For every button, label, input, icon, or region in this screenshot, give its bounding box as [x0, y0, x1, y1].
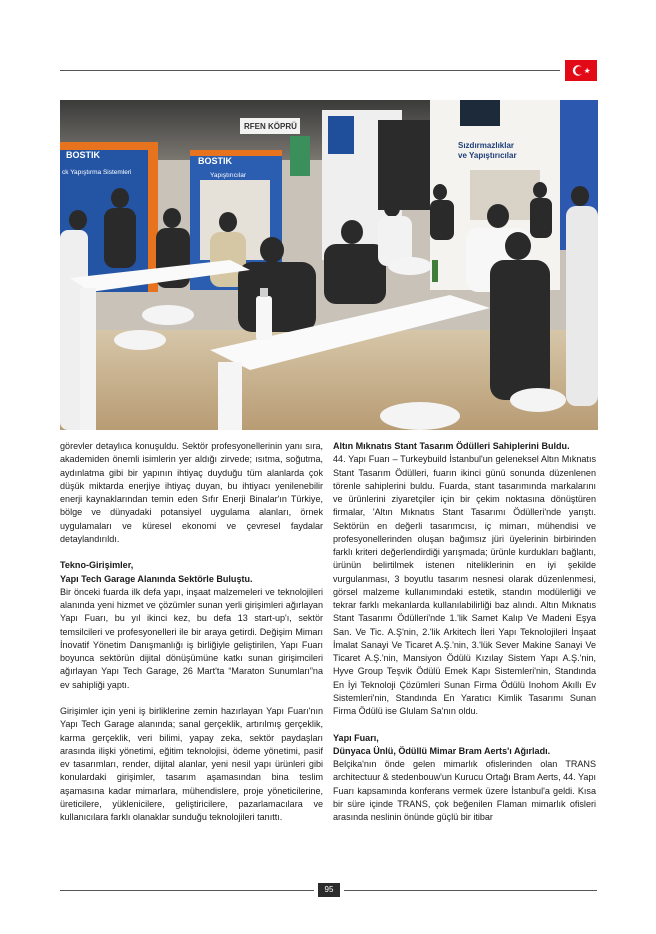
left-column — [60, 440, 323, 824]
bostik-logo-mid: BOSTIK — [198, 156, 233, 166]
right-heading-2-line2: Dünyaca Ünlü, Ödüllü Mimar Bram Aerts'ı Ağırladı. — [333, 745, 551, 756]
exhibition-photo-illustration — [60, 100, 598, 430]
sign-mid-sub: Yapıştırıcılar — [210, 172, 247, 179]
left-paragraph-2: Bir önceki fuarda ilk defa yapı, inşaat malzemeleri ve teknolojileri alanında yeni hizmet ve çözümler sunan yerli girişimleri ağırlayan Yapı Fuarı, bu yıl ikinci kez, bu defa 13 start-up'ı, sektör temsilcileri ve profesyonelleri ile bir araya getirdi. Değişim Mimarı İnovatif Yönetim Danışmanlığı iş birliğiyle geliştirilen, Yapı Fuarı boyunca sektörün dijital dönüşümüne katkı sunan girişimcileri ağırlayan Yapı Tech Garage, 26 Mart'ta “Maraton Sunumları”na ev sahipliği yaptı. — [60, 586, 323, 690]
exhibition-photo — [60, 100, 598, 430]
sign-left-sub: ck Yapıştırma Sistemleri — [62, 169, 132, 176]
sign-right-line2: ve Yapıştırıcılar — [458, 151, 517, 160]
page-number: 95 — [318, 883, 340, 897]
footer-rule-right — [344, 890, 597, 891]
right-paragraph-2: Belçika'nın önde gelen mimarlık ofislerinden olan TRANS architectuur & stedenbouw'un Kurucu Ortağı Bram Aerts, 44. Yapı Fuarı kapsamında konferans vermek üzere İstanbul'a geldi. Kısa bir süre içinde TRANS, çok beğenilen Flaman mimarlık ofisleri arasında neslinin önünde güçlü bir itibar — [333, 759, 596, 822]
turkey-flag-icon — [565, 60, 597, 81]
right-paragraph-1: 44. Yapı Fuarı – Turkeybuild İstanbul'un geleneksel Altın Mıknatıs Stant Tasarım Ödülleri, fuarın ikinci günü sonunda düzenlenen törenle sahiplerini buldu. Fuarda, stant tasarımında markalarını ve ürünlerini ziyaretçiler için bir çekim noktasına dönüştüren firmalar, 'Altın Mıknatıs Stant Tasarımı Ödülleri'nde yarıştı. Sektörün en değerli tasarımcısı, iç mimarı, mühendisi ve profesyonellerinden oluşan bağımsız jüri üyelerinin birbirinden farklı kriteri değerlendirdiği yarışmada; ürünle kurdukları bağlantı, ürünün belirtilmek istenen niteliklerinin en iyi şekilde vurgulanması, 3 boyutlu tasarım nesnesi olarak düzenlenmesi, görsel malzeme kullanımındaki estetik, standın modülerliği ve tekrar farklı mekanlarda kullanılabilirliği baz alındı. Altın Mıknatıs Stant Tasarımı Ödülleri'nde 1.'lik Samet Kalıp Ve Madeni Eşya San. Ve Tic. A.Ş'nin, 2.'lik Arkitech İleri Yapı Teknolojileri İnşaat İmalat Sanayi Ve Ticaret A.Ş.'nin, 3.'lük Sever Makine Sanayi Ve Ticaret A.Ş.'nin, Mansiyon Ödülü Kızılay Sistem Yapı A.Ş.'nin, Hyve Group Teşvik Ödülü Emek Kapı Sistemleri'nin, Standında En İyi Teknoloji Çözümleri Sunan Firma Ödülü Inohom Akıllı Ev Sistemleri'nin, Standında En Yaratıcı Kimlik Tasarımı Sunan Firma Ödülü ise Glulam Sa'nın oldu. — [333, 454, 596, 716]
left-heading-1-line1: Tekno-Girişimler, — [60, 560, 134, 571]
right-heading-1: Altın Mıknatıs Stant Tasarım Ödülleri Sahiplerini Buldu. — [333, 441, 570, 451]
left-paragraph-1: görevler detaylıca konuşuldu. Sektör profesyonellerinin yanı sıra, akademiden önemli isimlerin yer aldığı zirvede; ısıtma, soğutma, aydınlatma gibi bir yapının ihtiyaç duyduğu tüm alanlarda çok düşük miktarda enerjiye ihtiyaç duyan, bu ihtiyacı yenilenebilir enerji kaynaklarından temin eden Sıfır Enerji Binalar'ın Türkiye, bölge ve dünyadaki potansiyel uygulama alanları, örnek uygulamaları ve küresel ekonomi ve çevresel faydalar detaylandırıldı. — [60, 441, 323, 544]
right-column — [333, 440, 596, 824]
header-rule — [60, 70, 560, 71]
sign-right-line1: Sızdırmazlıklar — [458, 141, 515, 150]
footer-rule-left — [60, 890, 314, 891]
bostik-logo-left: BOSTIK — [66, 150, 101, 160]
right-heading-2-line1: Yapı Fuarı, — [333, 732, 379, 743]
left-paragraph-3: Girişimler için yeni iş birliklerine zemin hazırlayan Yapı Fuarı'nın Yapı Tech Garage alanında; sanal gerçeklik, artırılmış gerçeklik, karma gerçeklik, veri bilimi, yapay zeka, sektör paydaşları arasında ilişki yönetimi, eğitim teknolojisi, ödeme yönetimi, pasif ev tasarımları, render, dijital alanlar, yeni nesil yapı ürünleri gibi konulardaki girişimler, tasarım aşamasından bina teslim aşamasına kadar mimarlara, mühendislere, proje yöneticilerine, üreticilere, yüklenicilere, geliştiricilere, pazarlamacılara ve kullanıcılara farklı olanaklar sunduğu teknolojileri tanıttı. — [60, 706, 323, 822]
left-heading-1-line2: Yapı Tech Garage Alanında Sektörle Buluştu. — [60, 573, 253, 584]
sign-bridge: RFEN KÖPRÜ — [244, 122, 297, 131]
